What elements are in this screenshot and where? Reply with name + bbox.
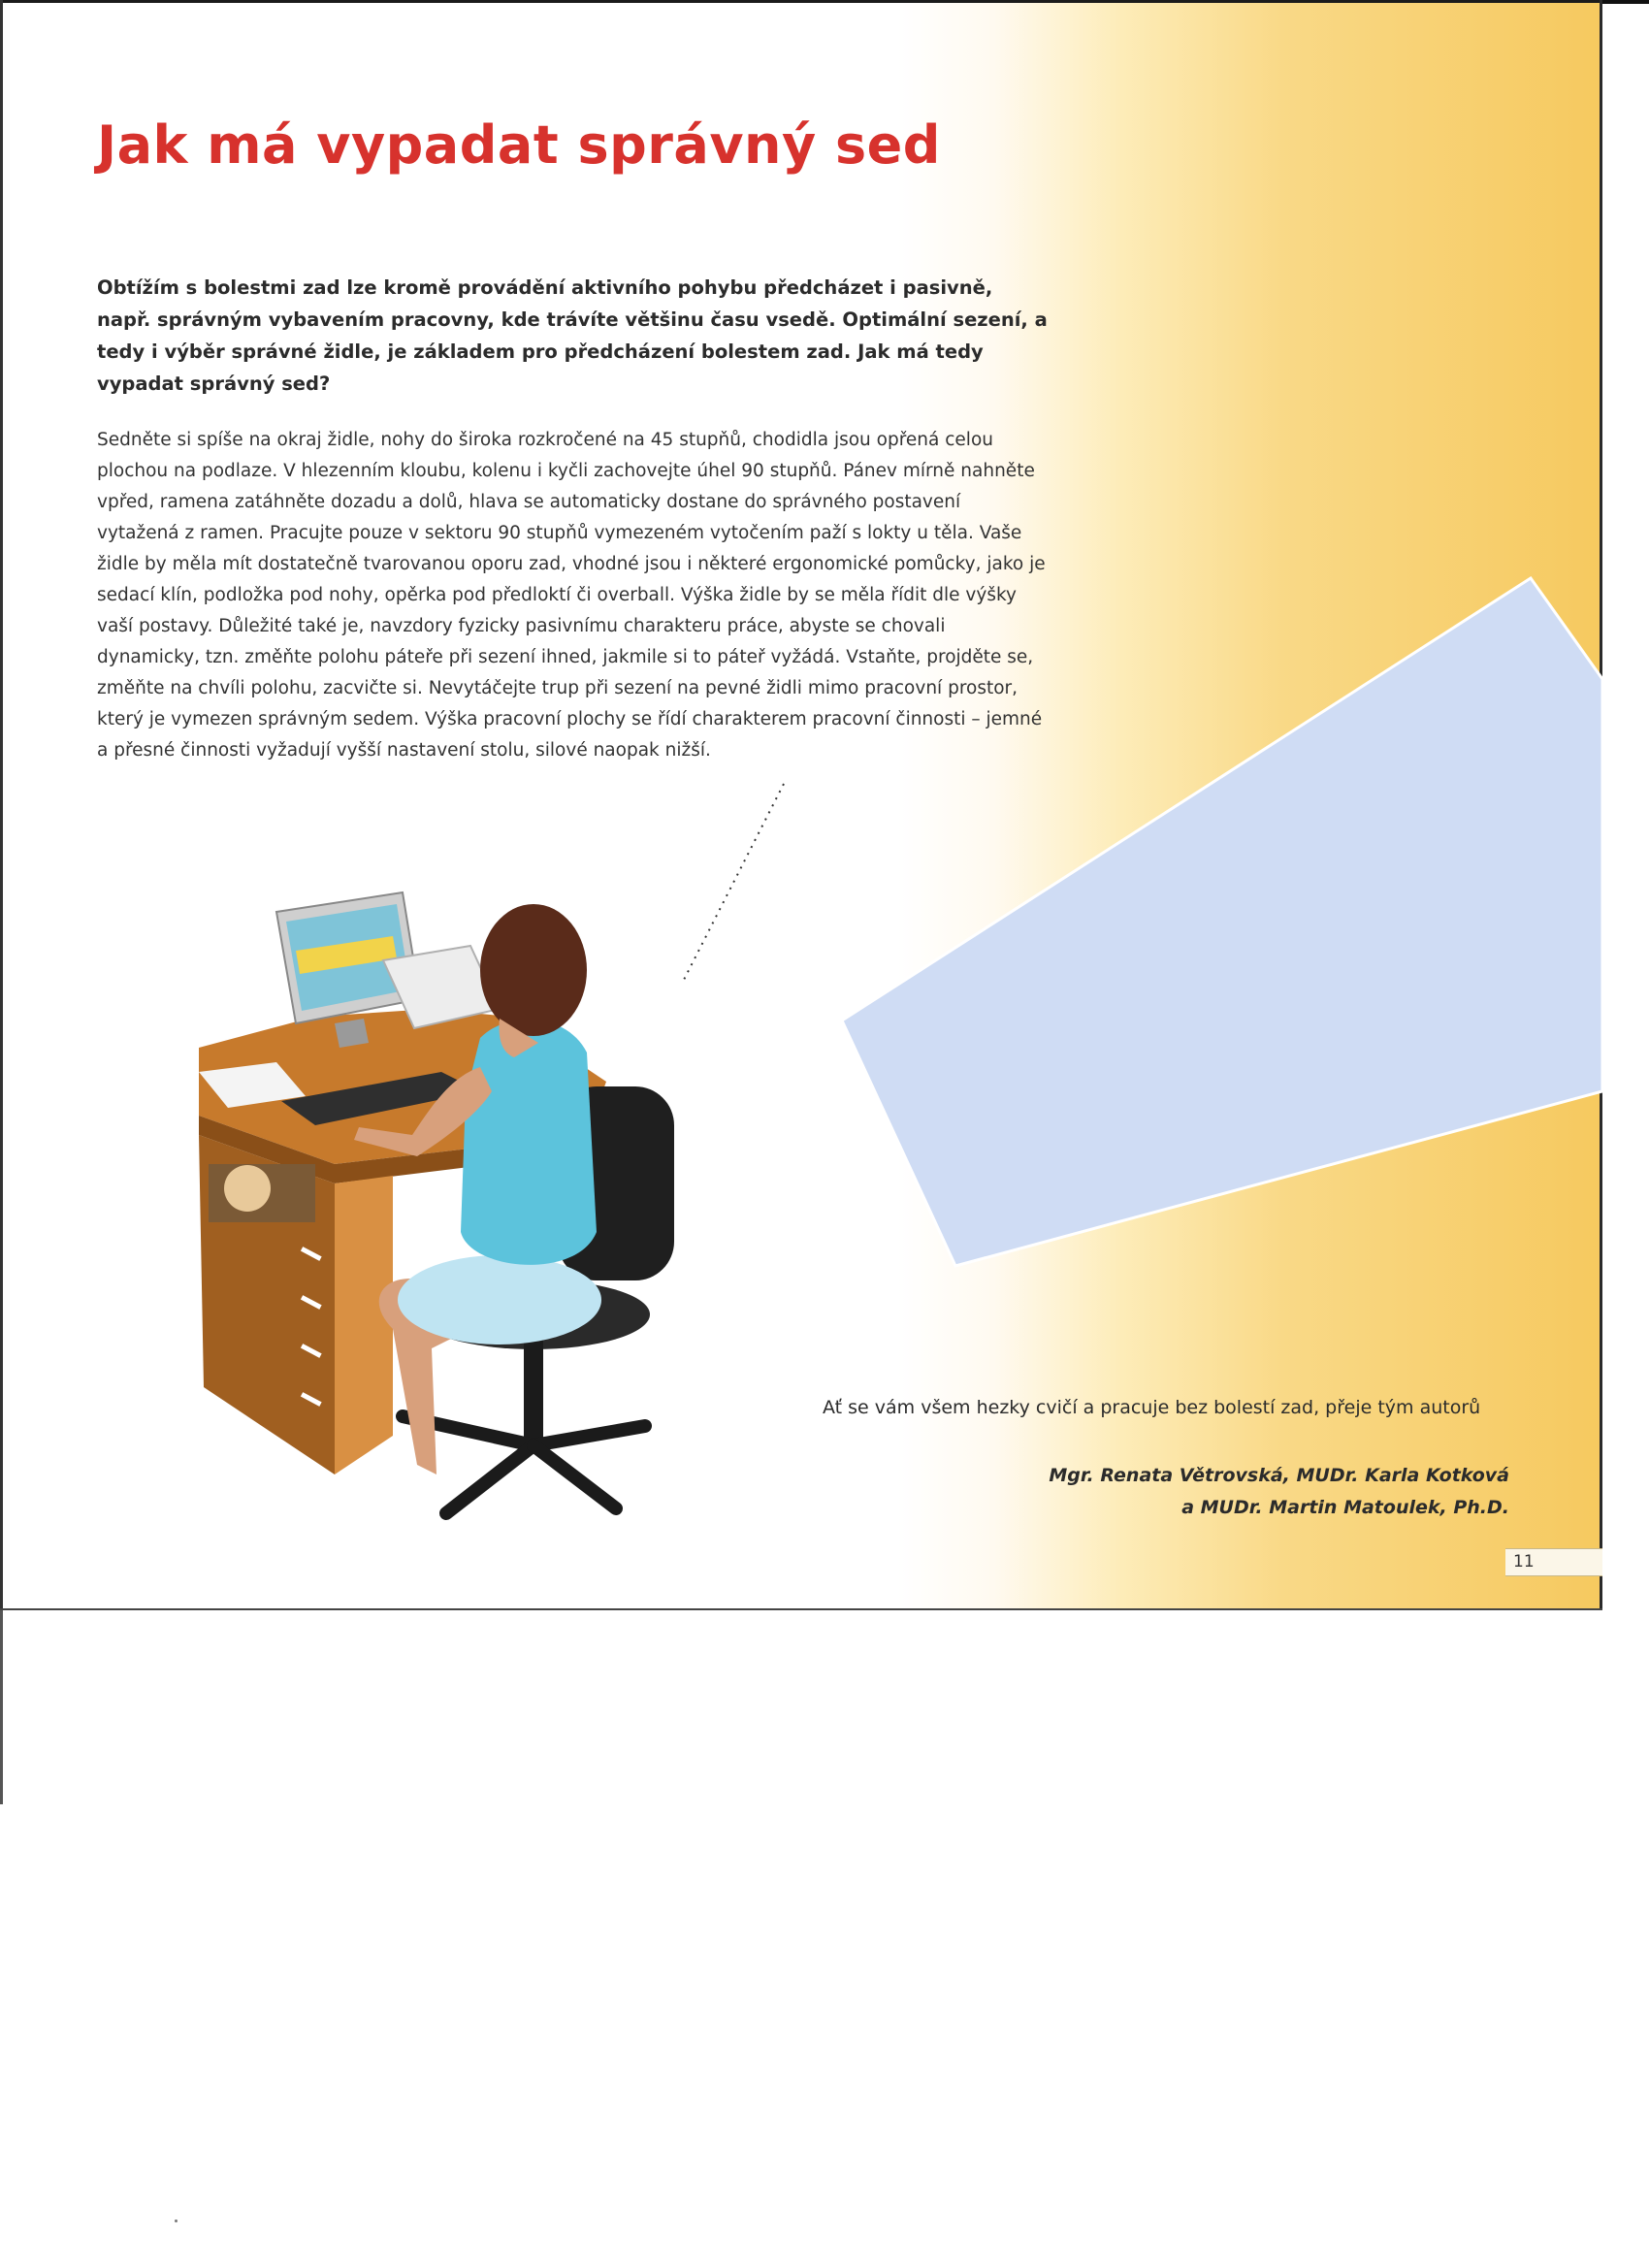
doll-toy xyxy=(224,1165,271,1212)
woman-top xyxy=(461,1020,597,1265)
woman-hair xyxy=(480,904,587,1036)
drawer-cabinet xyxy=(335,1176,393,1474)
monitor-stand xyxy=(335,1019,369,1048)
closing-line: Ať se vám všem hezky cvičí a pracuje bez bolestí zad, přeje tým autorů xyxy=(823,1397,1481,1418)
woman-shorts xyxy=(398,1255,601,1345)
scan-corner-mark xyxy=(1602,0,1649,4)
authors-line-2: a MUDr. Martin Matoulek, Ph.D. xyxy=(1181,1497,1509,1518)
intro-paragraph: Obtížím s bolestmi zad lze kromě provádění aktivního pohybu předcházet i pasivně, např. správným vybavením pracovny, kde trávíte většinu času vsedě. Optimální sezení, a tedy i výběr správné židle, je základem pro předcházení bolestem zad. Jak má tedy vypadat správný sed? xyxy=(97,276,1048,395)
scan-left-edge-line xyxy=(0,1610,3,1804)
body-paragraph: Sedněte si spíše na okraj židle, nohy do široka rozkročené na 45 stupňů, chodidla jsou opřená celou plochou na podlaze. V hlezenním kloubu, kolenu i kyčli zachovejte úhel 90 stupňů. Pánev mírně nahněte vpřed, ramena zatáhněte dozadu a dolů, hlava se automaticky dostane do správného postavení vytažená z ramen. Pracujte pouze v sektoru 90 stupňů vymezeném vytočením paží s lokty u těla. Vaše židle by měla mít dostatečně tvarovanou oporu zad, vhodné jsou i některé ergonomické pomůcky, jako je sedací klín, podložka pod nohy, opěrka pod předloktí či overball. Výška židle by se měla řídit dle výšky vaší postavy. Důležité také je, navzdory fyzicky pasivnímu charakteru práce, abyste se chovali dynamicky, tzn. změňte polohu páteře při sezení ihned, jakmile si to páteř vyžádá. Vstaňte, projděte se, změňte na chvíli polohu, zacvičte si. Nevytáčejte trup při sezení na pevné židli mimo pracovní prostor, který je vymezen správným sedem. Výška pracovní plochy se řídí charakterem pracovní činnosti – jemné a přesné činnosti vyžadují vyšší nastavení stolu, silové naopak nižší. xyxy=(97,430,1046,761)
scan-speck xyxy=(175,2219,178,2222)
page-title: Jak má vypadat správný sed xyxy=(97,114,941,176)
authors-line-1: Mgr. Renata Větrovská, MUDr. Karla Kotková xyxy=(1049,1465,1509,1486)
authors-block xyxy=(873,1460,1509,1524)
page-number-tab xyxy=(1505,1548,1602,1576)
page-number: 11 xyxy=(1513,1552,1535,1571)
chair-column xyxy=(524,1329,543,1445)
office-desk-photo xyxy=(189,844,732,1542)
